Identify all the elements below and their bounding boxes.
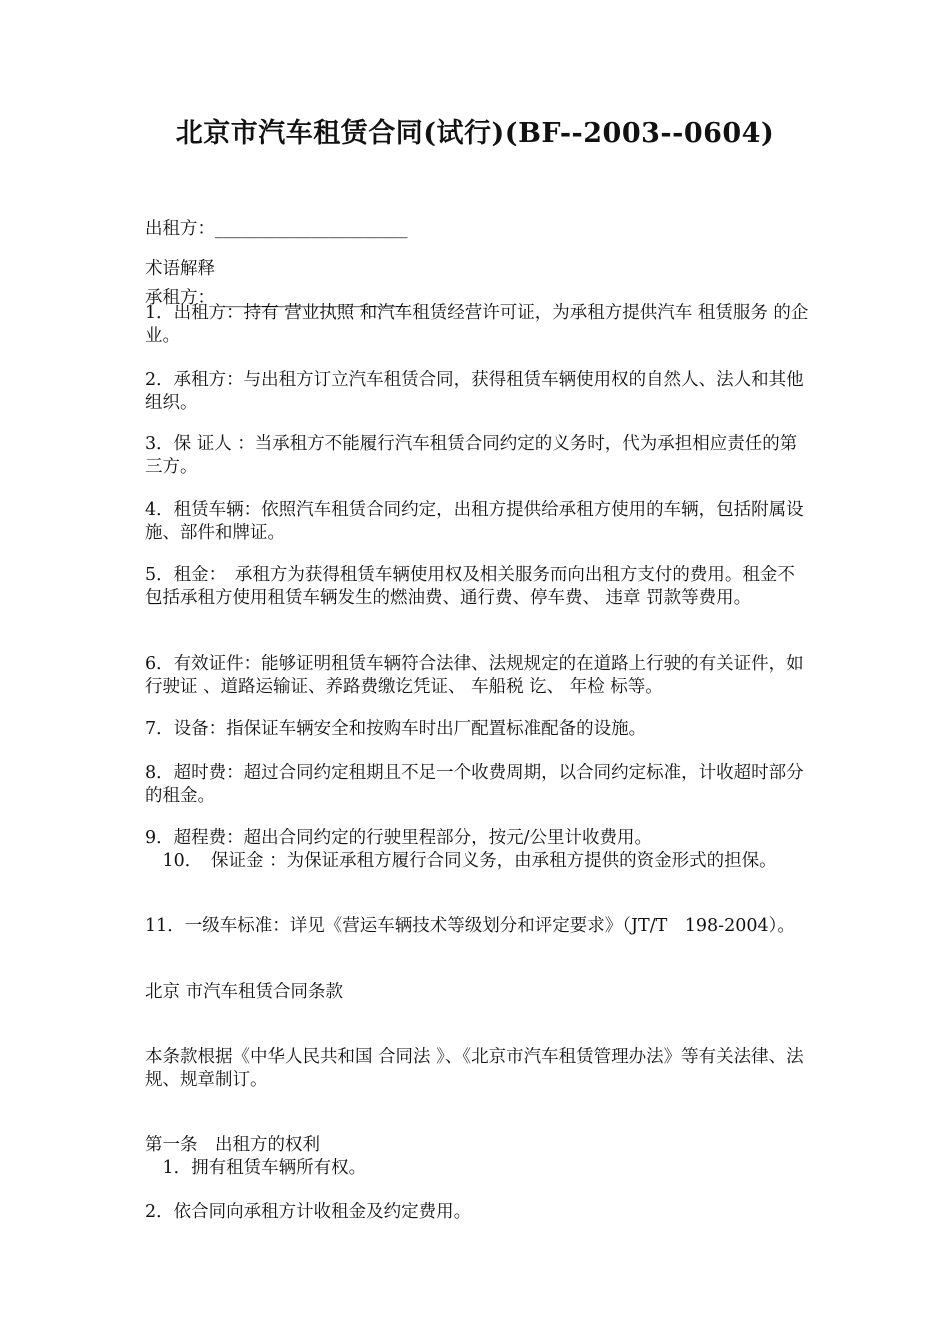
article-item: 2．依合同向承租方计收租金及约定费用。 — [145, 1202, 472, 1222]
document-title: 北京市汽车租赁合同(试行)(BF--2003--0604) — [175, 118, 775, 149]
clauses-basis: 本条款根据《中华人民共和国 合同法 》、《北京市汽车租赁管理办法》等有关法律、法规、规章制订。 — [145, 1047, 804, 1090]
terms-heading: 术语解释 — [145, 259, 215, 279]
term-item: 8．超时费：超过合同约定租期且不足一个收费周期，以合同约定标准，计收超时部分的租金。 — [145, 763, 804, 806]
article-item: 1．拥有租赁车辆所有权。 — [145, 1158, 367, 1178]
lessor-line: 出租方：______________________ — [145, 219, 408, 239]
term-item: 4．租赁车辆：依照汽车租赁合同约定，出租方提供给承租方使用的车辆，包括附属设施、部件和牌证。 — [145, 500, 804, 543]
article-heading: 第一条 出租方的权利 — [145, 1135, 320, 1155]
term-item: 2．承租方：与出租方订立汽车租赁合同，获得租赁车辆使用权的自然人、法人和其他组织。 — [145, 370, 804, 413]
term-item: 9．超程费：超出合同约定的行驶里程部分，按元/公里计收费用。 — [145, 828, 653, 848]
term-item: 11．一级车标准：详见《营运车辆技术等级划分和评定要求》（JT/T 198-2004）。 — [145, 916, 795, 936]
term-item: 3．保 证人 ：当承租方不能履行汽车租赁合同约定的义务时，代为承担相应责任的第三方。 — [145, 434, 798, 477]
term-item: 6．有效证件：能够证明租赁车辆符合法律、法规规定的在道路上行驶的有关证件，如 行驶证 、道路运输证、养路费缴讫凭证、 车船税 讫、 年检 标等。 — [145, 654, 810, 697]
clauses-heading: 北京 市汽车租赁合同条款 — [145, 982, 344, 1002]
lessee-line: 承租方：______________________ — [145, 288, 408, 308]
term-item: 7．设备：指保证车辆安全和按购车时出厂配置标准配备的设施。 — [145, 719, 647, 739]
term-item: 10． 保证金 ：为保证承租方履行合同义务，由承租方提供的资金形式的担保。 — [145, 851, 777, 871]
term-item: 1．出租方：持有 营业执照 和汽车租赁经营许可证，为承租方提供汽车 租赁服务 的企业。 — [145, 303, 809, 346]
term-item: 5．租金： 承租方为获得租赁车辆使用权及相关服务而向出租方支付的费用。租金不包括承租方使用租赁车辆发生的燃油费、通行费、停车费、 违章 罚款等费用。 — [145, 565, 795, 608]
